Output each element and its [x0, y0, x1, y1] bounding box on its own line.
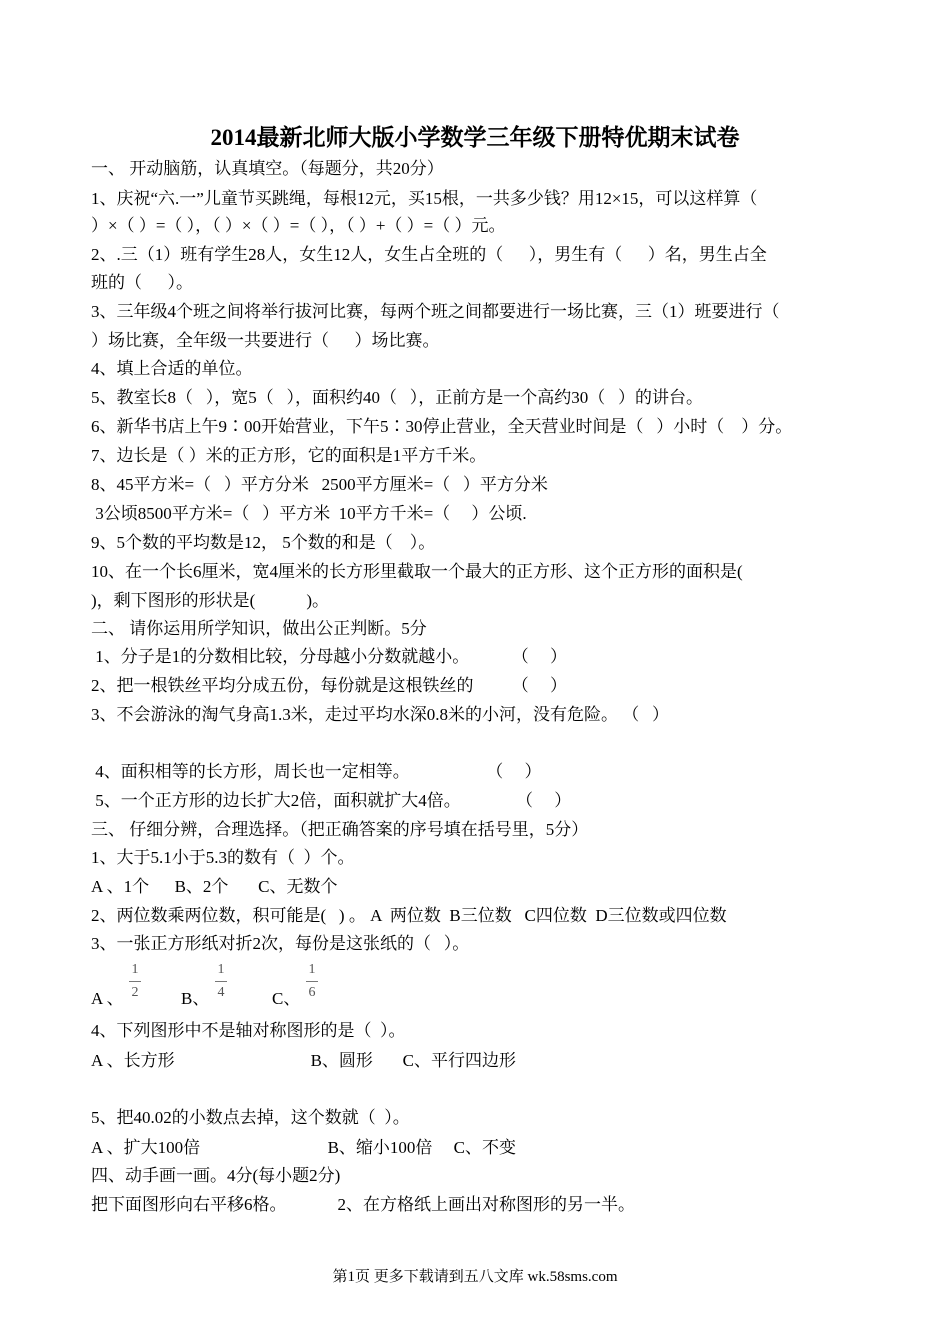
section3-heading: 三、 仔细分辨，合理选择。（把正确答案的序号填在括号里，5分） [91, 820, 589, 839]
section2-line-5: 5、一个正方形的边长扩大2倍，面积就扩大4倍。 （ ） [91, 791, 572, 810]
fraction-numerator: 1 [217, 962, 225, 977]
section1-heading: 一、 开动脑筋，认真填空。（每题分，共20分） [91, 159, 444, 178]
section2-line-3: 3、不会游泳的淘气身高1.3米，走过平均水深0.8米的小河，没有危险。 （ ） [91, 705, 669, 724]
section4-heading: 四、动手画一画。4分(每小题2分) [91, 1166, 341, 1185]
fraction-denominator: 6 [308, 985, 316, 1000]
section3-q4-options: A 、长方形 B、圆形 C、平行四边形 [91, 1051, 517, 1070]
section3-q3: 3、一张正方形纸对折2次，每份是这张纸的（ ）。 [91, 934, 470, 953]
section3-q1: 1、大于5.1小于5.3的数有（ ）个。 [91, 848, 355, 867]
section2-line-4: 4、面积相等的长方形，周长也一定相等。 （ ） [91, 762, 542, 781]
section1-line-9: 6、新华书店上午9∶00开始营业，下午5∶30停止营业，全天营业时间是（ ）小时（ ）分。 [91, 417, 793, 436]
fraction-denominator: 2 [131, 985, 139, 1000]
q3-option-c-fraction [306, 963, 318, 1000]
section3-q4: 4、下列图形中不是轴对称图形的是（ ）。 [91, 1021, 406, 1040]
section1-line-6: ）场比赛，全年级一共要进行（ ）场比赛。 [91, 331, 440, 350]
section2-heading: 二、 请你运用所学知识，做出公正判断。5分 [91, 619, 427, 638]
section1-line-5: 3、三年级4个班之间将举行拔河比赛，每两个班之间都要进行一场比赛，三（1）班要进行（ [91, 302, 780, 321]
fraction-denominator: 4 [217, 985, 225, 1000]
section1-line-15: )，剩下图形的形状是( )。 [91, 591, 329, 610]
q3-option-c-label: C、 [272, 989, 301, 1008]
section3-q5: 5、把40.02的小数点去掉，这个数就（ ）。 [91, 1108, 410, 1127]
fraction-numerator: 1 [131, 962, 139, 977]
section1-line-2: ）×（ ）=（ ），（ ）×（ ）=（ ），（ ）+（ ）=（ ）元。 [91, 216, 506, 235]
section3-q1-options: A 、1个 B、2个 C、无数个 [91, 877, 338, 896]
section4-line: 把下面图形向右平移6格。 2、在方格纸上画出对称图形的另一半。 [91, 1195, 635, 1214]
section1-line-10: 7、边长是（ ）米的正方形，它的面积是1平方千米。 [91, 446, 487, 465]
section1-line-11: 8、45平方米=（ ）平方分米 2500平方厘米=（ ）平方分米 [91, 475, 548, 494]
section1-line-13: 9、5个数的平均数是12， 5个数的和是（ ）。 [91, 533, 436, 552]
section3-q2: 2、两位数乘两位数，积可能是( ) 。 A 两位数 B三位数 C四位数 D三位数或四位数 [91, 906, 727, 925]
q3-option-a-label: A 、 [91, 989, 124, 1008]
section1-line-3: 2、.三（1）班有学生28人，女生12人，女生占全班的（ ），男生有（ ）名，男生占全 [91, 245, 767, 264]
section1-line-12: 3公顷8500平方米=（ ）平方米 10平方千米=（ ）公顷. [91, 504, 527, 523]
q3-option-a-fraction [129, 963, 141, 1000]
page-title: 2014最新北师大版小学数学三年级下册特优期末试卷 [210, 125, 740, 150]
fraction-numerator: 1 [308, 962, 316, 977]
q3-option-b-fraction [215, 963, 227, 1000]
q3-option-b-label: B、 [181, 989, 210, 1008]
section1-line-4: 班的（ ）。 [91, 273, 193, 292]
section2-line-2: 2、把一根铁丝平均分成五份，每份就是这根铁丝的 （ ） [91, 676, 567, 695]
section2-line-1: 1、分子是1的分数相比较，分母越小分数就越小。 （ ） [91, 647, 567, 666]
section1-line-7: 4、填上合适的单位。 [91, 359, 253, 378]
section3-q5-options: A 、扩大100倍 B、缩小100倍 C、不变 [91, 1138, 517, 1157]
section1-line-8: 5、教室长8（ ），宽5（ ），面积约40（ ），正前方是一个高约30（ ）的讲台。 [91, 388, 703, 407]
page-footer: 第1页 更多下载请到五八文库 wk.58sms.com [332, 1269, 618, 1285]
section1-line-14: 10、在一个长6厘米，宽4厘米的长方形里截取一个最大的正方形、这个正方形的面积是( [91, 562, 743, 581]
section1-line-1: 1、庆祝“六.一”儿童节买跳绳，每根12元，买15根，一共多少钱？用12×15，可以这样算（ [91, 189, 758, 208]
